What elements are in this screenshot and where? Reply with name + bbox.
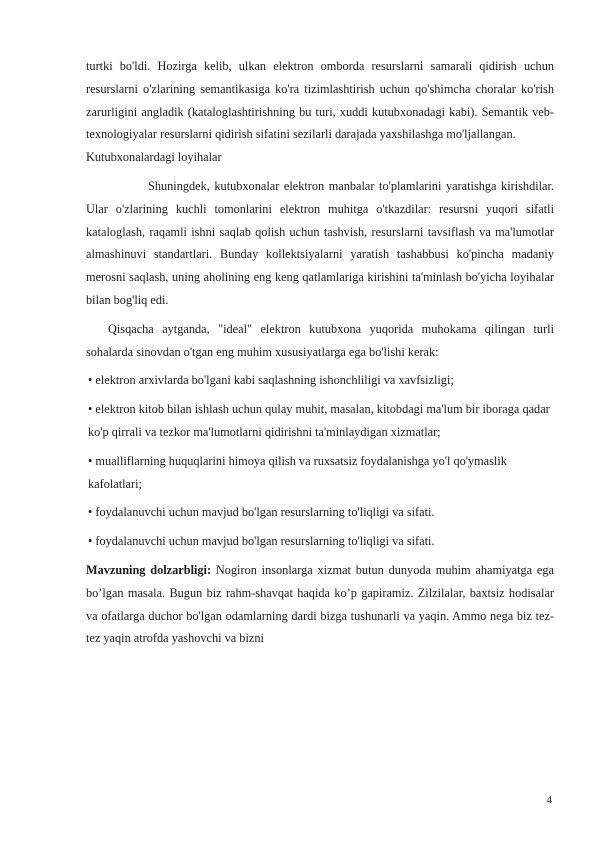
paragraph-2: Shuningdek, kutubxonalar elektron manbalar to'plamlarini yaratishga kirishdilar. Ular o'zlarining kuchli tomonlarini elektron muhitga o'tkazdilar: resursni yuqori sifatli kataloglash, raqamli ishni saqlab qolish uchun tashvish, resurslarni tavsiflash va ma'lumotlar almashinuvi standartlari. Bunday kollektsiyalarni yaratish tashabbusi ko'pincha madaniy merosni saqlash, uning aholining eng keng qatlamlariga kirishini ta'minlash bo'yicha loyihalar bilan bog'liq edi. [86,178,554,307]
section-heading: Kutubxonalardagi loyihalar [86,150,222,165]
paragraph-1: turtki bo'ldi. Hozirga kelib, ulkan elektron omborda resurslarni samarali qidirish uchun resurslarni o'zlarining semantikasiga ko'ra tizimlashtirish uchun qo'shimcha choralar ko'rish zarurligini angladik (kataloglashtirishning bu turi, xuddi kutubxonadagi kabi). Semantik veb-texnologiyalar resurslarni qidirish sifatini sezilarli darajada yaxshilashga mo'ljallangan. [86,59,554,142]
page-body [86,55,554,650]
bullet-item: • elektron kitob bilan ishlash uchun qulay muhit, masalan, kitobdagi ma'lum bir iboraga qadar ko'p qirrali va tezkor ma'lumotlarni qidirishni ta'minlaydigan xizmatlar; [88,402,550,439]
paragraph-4-text: Nogiron insonlarga xizmat butun dunyoda muhim ahamiyatga ega bo’lgan masala. Bugun biz rahm-shavqat haqida ko’p gapiramiz. Zilzilalar, baxtsiz hodisalar va ofatlarga duchor bo'lgan odamlarning dardi bizga tushunarli va yaqin. Ammo nega biz tez-tez yaqin atrofda yashovchi va bizni [86,562,554,646]
bullet-item: • mualliflarning huquqlarini himoya qilish va ruxsatsiz foydalanishga yo'l qo'ymaslik kafolatlari; [88,453,507,491]
relevance-label: Mavzuning dolzarbligi: [86,562,212,577]
paragraph-3: Qisqacha aytganda, "ideal" elektron kutubxona yuqorida muhokama qilingan turli sohalarda sinovdan o'tgan eng muhim xususiyatlarga ega bo'lishi kerak: [86,321,554,359]
paragraph-4 [86,559,554,650]
bullet-item: • foydalanuvchi uchun mavjud bo'lgan resurslarning to'liqligi va sifati. [88,505,435,520]
bullet-item: • elektron arxivlarda bo'lgani kabi saqlashning ishonchliligi va xavfsizligi; [88,373,454,388]
bullet-item: • foydalanuvchi uchun mavjud bo'lgan resurslarning to'liqligi va sifati. [88,534,435,549]
page-number: 4 [546,794,552,806]
